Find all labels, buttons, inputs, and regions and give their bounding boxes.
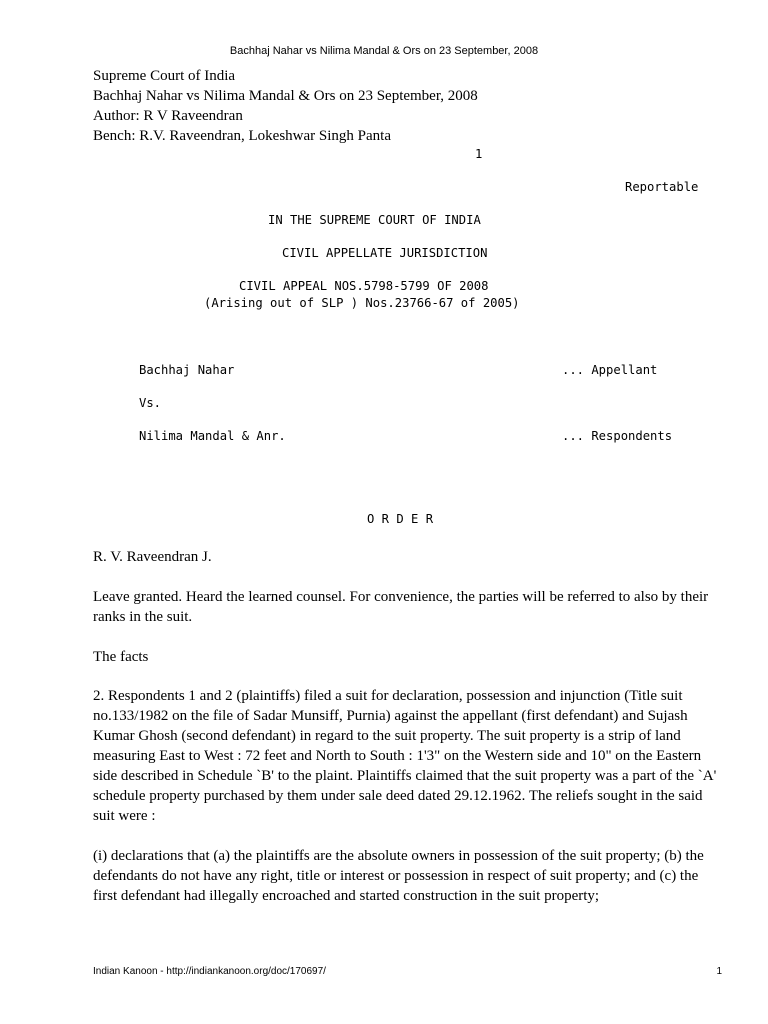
jurisdiction-heading: CIVIL APPELLATE JURISDICTION <box>282 246 488 260</box>
versus-label: Vs. <box>139 396 162 410</box>
court-heading: IN THE SUPREME COURT OF INDIA <box>268 213 481 227</box>
footer-page-number: 1 <box>716 966 722 977</box>
appellant-name: Bachhaj Nahar <box>139 363 235 377</box>
court-name: Supreme Court of India <box>93 68 236 84</box>
running-header: Bachhaj Nahar vs Nilima Mandal & Ors on 23 September, 2008 <box>229 45 539 57</box>
appeal-numbers: CIVIL APPEAL NOS.5798-5799 OF 2008 <box>239 279 489 293</box>
respondent-role: ... Respondents <box>562 429 673 443</box>
paragraph-leave-granted: Leave granted. Heard the learned counsel. For convenience, the parties will be referred to also by their ranks in the suit. <box>93 589 709 625</box>
appellant-role: ... Appellant <box>562 363 658 377</box>
case-title: Bachhaj Nahar vs Nilima Mandal & Ors on 23 September, 2008 <box>93 88 478 104</box>
arising-out-of: (Arising out of SLP ) Nos.23766-67 of 2005) <box>204 296 520 310</box>
footer-source: Indian Kanoon - http://indiankanoon.org/doc/170697/ <box>93 966 326 977</box>
paragraph-reliefs: (i) declarations that (a) the plaintiffs are the absolute owners in possession of the suit property; (b) the defendants do not have any right, title or interest or possession in respect of suit property; and (c) the first defendant had illegally encroached and started construction in the suit property; <box>93 848 704 904</box>
bench-line: Bench: R.V. Raveendran, Lokeshwar Singh Panta <box>93 128 392 144</box>
order-heading: O R D E R <box>367 512 434 526</box>
facts-heading: The facts <box>93 649 149 665</box>
preformatted-page-number: 1 <box>475 147 483 161</box>
author-line: Author: R V Raveendran <box>93 108 243 124</box>
respondent-name: Nilima Mandal & Anr. <box>139 429 286 443</box>
reportable-label: Reportable <box>625 180 699 194</box>
judge-line: R. V. Raveendran J. <box>93 549 212 565</box>
paragraph-2: 2. Respondents 1 and 2 (plaintiffs) filed a suit for declaration, possession and injunction (Title suit no.133/1982 on the file of Sadar Munsiff, Purnia) against the appellant (first defendant) and Sujash Kumar Ghosh (second defendant) in regard to the suit property. The suit property is a strip of land measuring East to West : 72 feet and North to South : 1'3" on the Western side and 10" on the Eastern side described in Schedule `B' to the plaint. Plaintiffs claimed that the suit property was a part of the `A' schedule property purchased by them under sale deed dated 29.12.1962. The reliefs sought in the said suit were : <box>93 688 717 824</box>
